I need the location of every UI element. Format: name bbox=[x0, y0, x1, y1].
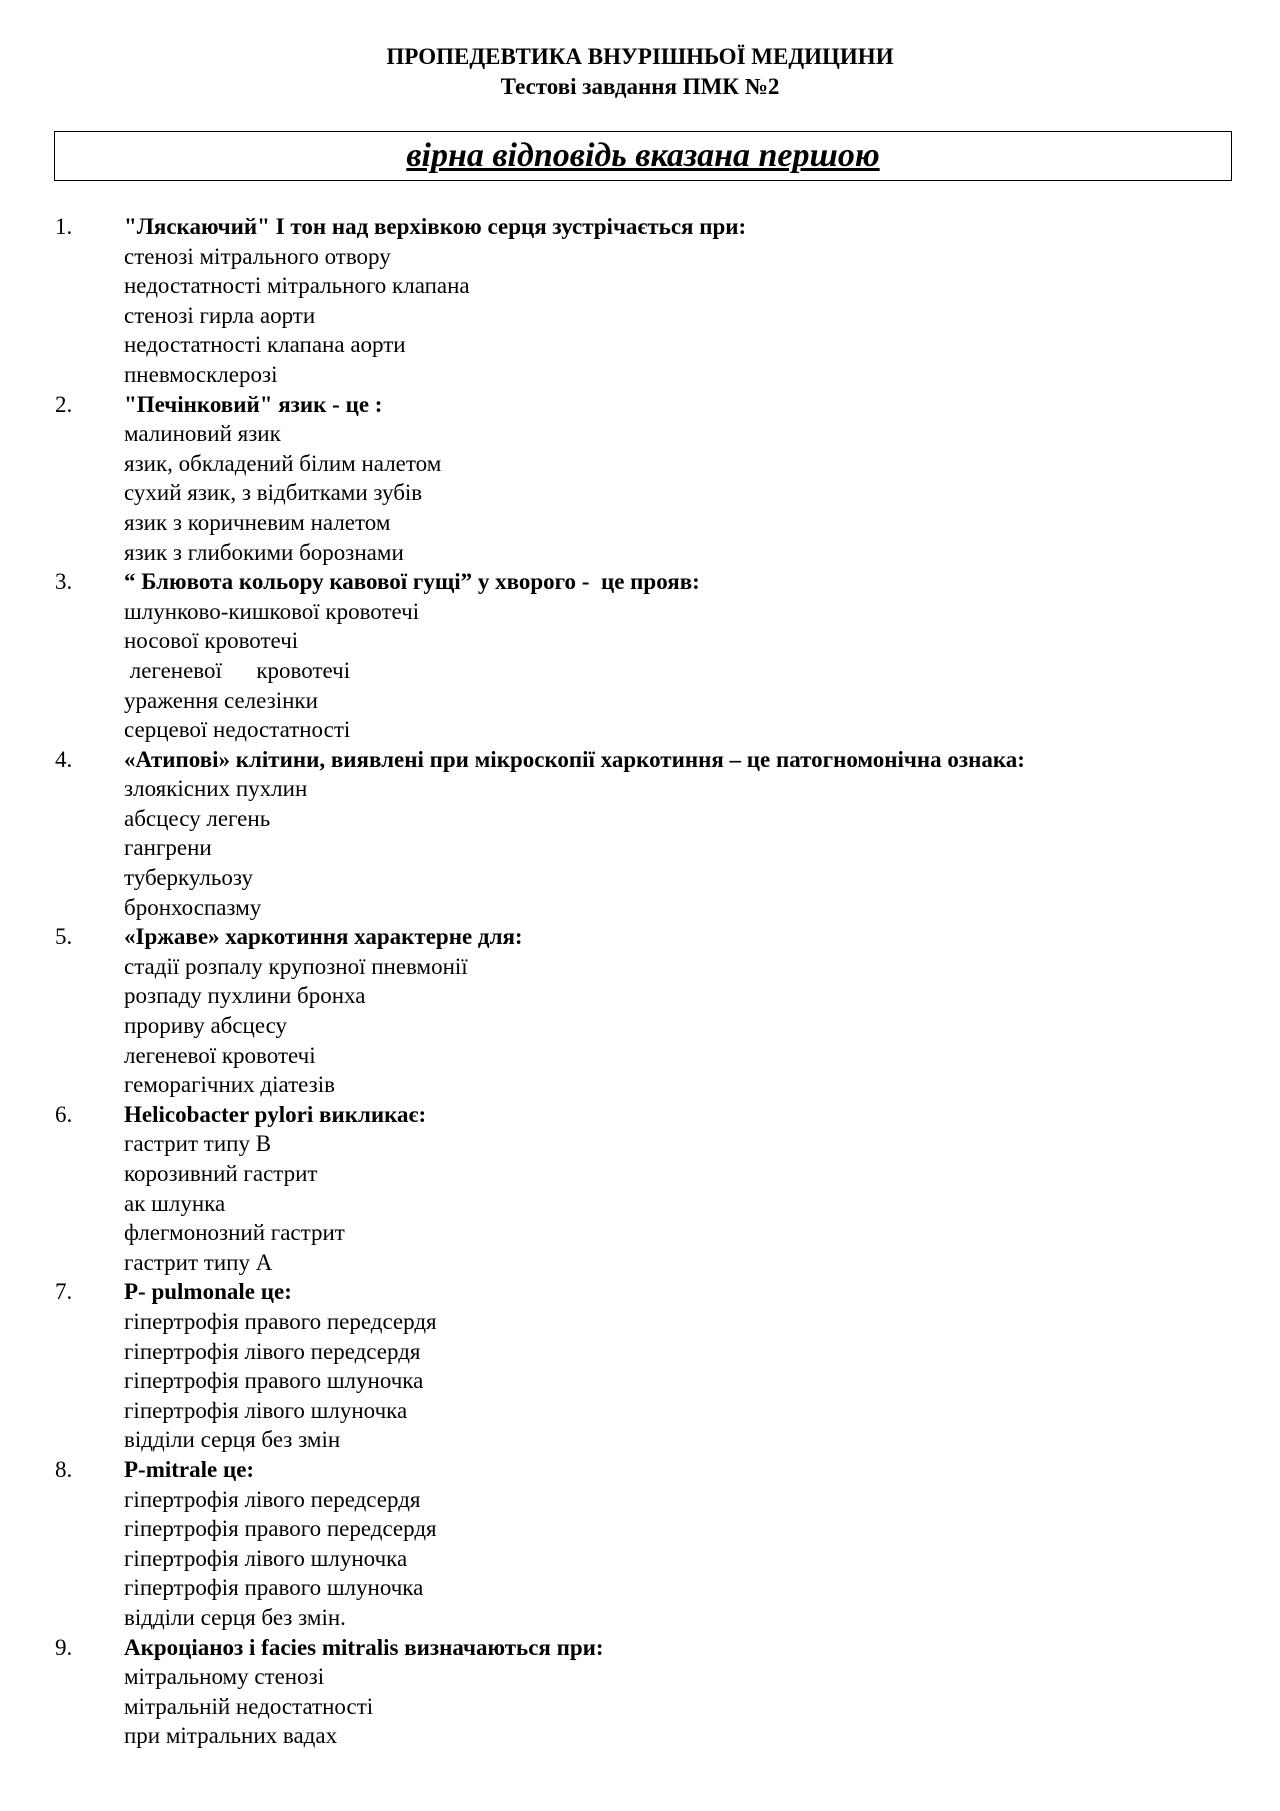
question-text: Helicobacter pylori викликає: bbox=[124, 1101, 427, 1127]
question-list bbox=[0, 212, 1280, 1751]
answer-option: гіпертрофія правого передсердя bbox=[124, 1516, 437, 1542]
document-header bbox=[0, 42, 1280, 102]
question-item bbox=[0, 212, 1280, 390]
answer-option: гіпертрофія лівого передсердя bbox=[124, 1486, 421, 1512]
question-item bbox=[0, 1277, 1280, 1455]
question-text: «Іржаве» харкотиння характерне для: bbox=[124, 924, 523, 950]
answer-option: геморагічних діатезів bbox=[124, 1072, 335, 1098]
question-item bbox=[0, 745, 1280, 923]
question-body bbox=[124, 1455, 1280, 1633]
question-number: 9. bbox=[55, 1634, 73, 1660]
question-number: 8. bbox=[55, 1456, 73, 1482]
answer-option: серцевої недостатності bbox=[124, 717, 351, 743]
document-title: ПРОПЕДЕВТИКА ВНУРІШНЬОЇ МЕДИЦИНИ bbox=[386, 44, 894, 69]
question-text: Акроціаноз і facies mitralis визначаються при: bbox=[124, 1634, 604, 1660]
question-number: 3. bbox=[55, 569, 73, 595]
answer-option: малиновий язик bbox=[124, 421, 281, 447]
answer-option: ураження селезінки bbox=[124, 687, 318, 713]
document-subtitle: Тестові завдання ПМК №2 bbox=[500, 74, 780, 99]
answer-options bbox=[124, 774, 1280, 922]
answer-option: злоякісних пухлин bbox=[124, 776, 308, 802]
answer-option: відділи серця без змін. bbox=[124, 1604, 346, 1630]
answer-option: сухий язик, з відбитками зубів bbox=[124, 480, 423, 506]
answer-option: стадії розпалу крупозної пневмонії bbox=[124, 953, 468, 979]
question-body bbox=[124, 390, 1280, 568]
answer-options bbox=[124, 1307, 1280, 1455]
answer-options bbox=[124, 242, 1280, 390]
answer-option: мітральному стенозі bbox=[124, 1664, 325, 1690]
answer-option: прориву абсцесу bbox=[124, 1013, 288, 1039]
question-body bbox=[124, 567, 1280, 745]
answer-key-banner: вірна відповідь вказана першою bbox=[54, 131, 1232, 181]
question-number: 6. bbox=[55, 1101, 73, 1127]
question-text: "Печінковий" язик - це : bbox=[124, 391, 383, 417]
answer-option: абсцесу легень bbox=[124, 805, 271, 831]
question-body bbox=[124, 745, 1280, 923]
answer-option: гіпертрофія лівого шлуночка bbox=[124, 1545, 408, 1571]
answer-options bbox=[124, 597, 1280, 745]
answer-option: гастрит типу В bbox=[124, 1131, 272, 1157]
question-text: "Ляскаючий" І тон над верхівкою серця зустрічається при: bbox=[124, 214, 747, 239]
answer-option: недостатності мітрального клапана bbox=[124, 273, 470, 299]
question-body bbox=[124, 1277, 1280, 1455]
answer-option: відділи серця без змін bbox=[124, 1427, 341, 1453]
answer-option: корозивний гастрит bbox=[124, 1161, 318, 1186]
answer-options bbox=[124, 419, 1280, 567]
answer-option: гіпертрофія правого шлуночка bbox=[124, 1368, 424, 1394]
answer-option: розпаду пухлини бронха bbox=[124, 983, 366, 1009]
question-item bbox=[0, 390, 1280, 568]
answer-option: ак шлунка bbox=[124, 1190, 226, 1216]
question-number: 2. bbox=[55, 391, 73, 417]
question-body bbox=[124, 922, 1280, 1100]
question-item bbox=[0, 1100, 1280, 1278]
answer-option: гіпертрофія лівого передсердя bbox=[124, 1338, 421, 1364]
question-body bbox=[124, 1633, 1280, 1751]
question-body bbox=[124, 212, 1280, 390]
answer-options bbox=[124, 952, 1280, 1100]
answer-option: мітральній недостатності bbox=[124, 1693, 374, 1719]
question-number: 5. bbox=[55, 924, 73, 950]
question-number: 7. bbox=[55, 1279, 73, 1305]
question-item bbox=[0, 567, 1280, 745]
answer-option: при мітральних вадах bbox=[124, 1723, 338, 1749]
answer-option: легеневої кровотечі bbox=[124, 657, 351, 683]
answer-option: туберкульозу bbox=[124, 865, 253, 891]
answer-option: гіпертрофія лівого шлуночка bbox=[124, 1397, 408, 1423]
answer-options bbox=[124, 1485, 1280, 1633]
answer-option: бронхоспазму bbox=[124, 894, 262, 920]
answer-option: гіпертрофія правого шлуночка bbox=[124, 1575, 424, 1601]
answer-option: язик з коричневим налетом bbox=[124, 509, 391, 535]
answer-option: недостатності клапана аорти bbox=[124, 332, 406, 358]
question-number: 1. bbox=[55, 214, 73, 239]
answer-option: язик з глибокими борознами bbox=[124, 539, 404, 565]
question-text: P- pulmonale це: bbox=[124, 1279, 292, 1305]
answer-option: гастрит типу А bbox=[124, 1249, 273, 1275]
answer-option: флегмонозний гастрит bbox=[124, 1220, 345, 1246]
answer-option: язик, обкладений білим налетом bbox=[124, 450, 442, 476]
answer-option: шлунково-кишкової кровотечі bbox=[124, 598, 420, 624]
question-text: «Атипові» клітини, виявлені при мікроскопії харкотиння – це патогномонічна ознака: bbox=[124, 746, 1025, 772]
answer-option: пневмосклерозі bbox=[124, 361, 278, 387]
answer-option: гангрени bbox=[124, 835, 212, 861]
answer-option: стенозі мітрального отвору bbox=[124, 243, 391, 269]
question-item bbox=[0, 922, 1280, 1100]
question-item bbox=[0, 1633, 1280, 1751]
answer-option: гіпертрофія правого передсердя bbox=[124, 1308, 437, 1334]
question-text: P-mitrale це: bbox=[124, 1456, 255, 1482]
question-number: 4. bbox=[55, 746, 73, 772]
question-item bbox=[0, 1455, 1280, 1633]
answer-options bbox=[124, 1129, 1280, 1277]
answer-option: носової кровотечі bbox=[124, 628, 299, 654]
answer-options bbox=[124, 1662, 1280, 1751]
question-body bbox=[124, 1100, 1280, 1278]
question-text: “ Блювота кольору кавової гущі” у хворого - це прояв: bbox=[124, 569, 700, 595]
answer-option: стенозі гирла аорти bbox=[124, 302, 316, 328]
answer-option: легеневої кровотечі bbox=[124, 1042, 316, 1068]
